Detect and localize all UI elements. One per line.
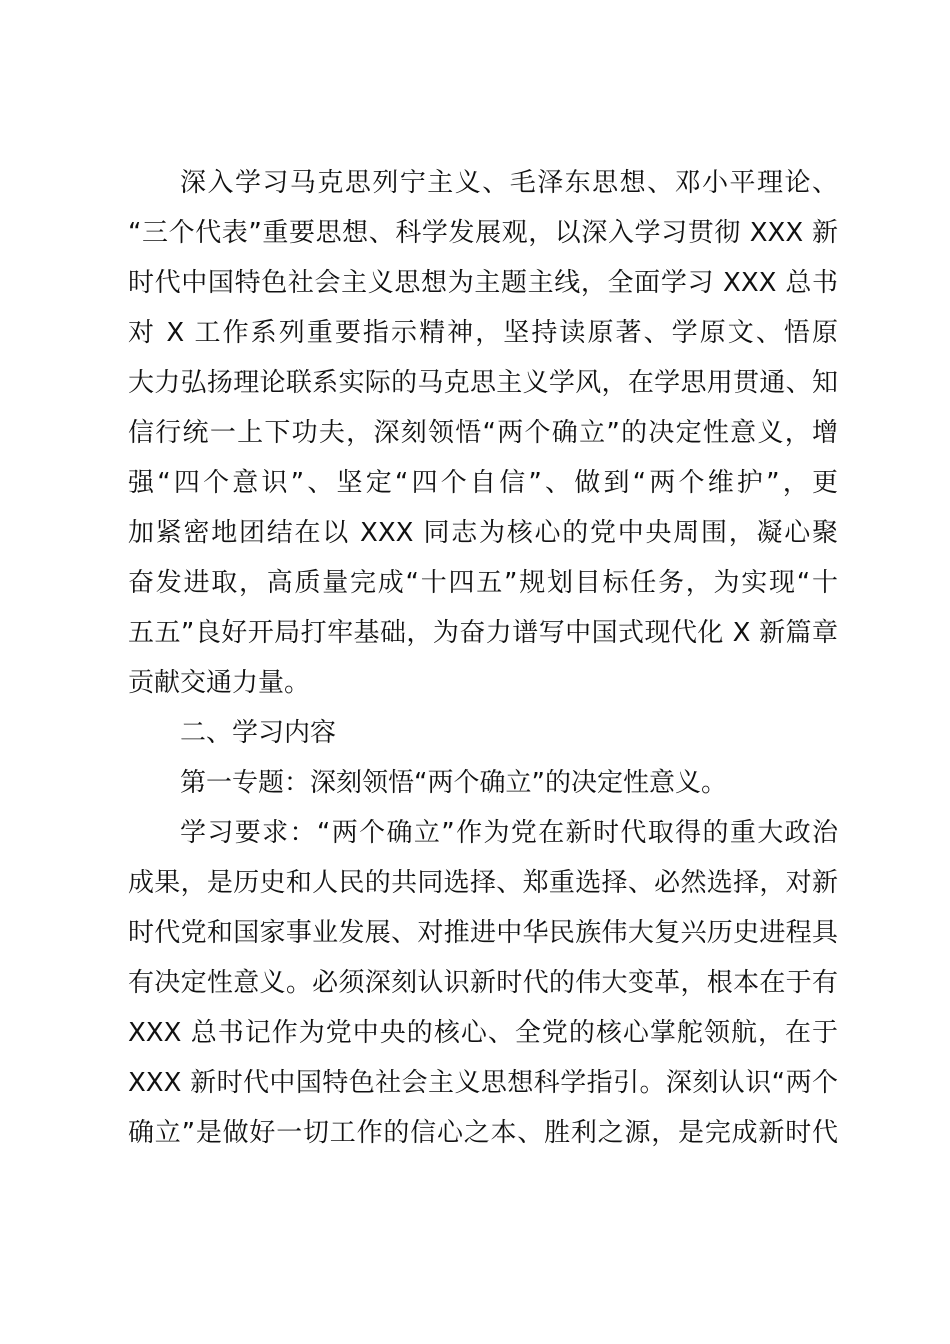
paragraph-2 xyxy=(128,808,838,1158)
paragraph-line: 贡献交通力量。 xyxy=(128,668,311,698)
paragraph-line: XXX 总书记作为党中央的核心、全党的核心掌舵领航，在于 xyxy=(128,1018,838,1048)
paragraph-line: 确立”是做好一切工作的信心之本、胜利之源，是完成新时代 xyxy=(128,1118,838,1148)
paragraph-line: 成果，是历史和人民的共同选择、郑重选择、必然选择，对新 xyxy=(128,868,838,898)
paragraph-line: 学习要求：“两个确立”作为党在新时代取得的重大政治 xyxy=(180,818,838,848)
paragraph-line: 时代党和国家事业发展、对推进中华民族伟大复兴历史进程具 xyxy=(128,918,838,948)
paragraph-line: 深入学习马克思列宁主义、毛泽东思想、邓小平理论、 xyxy=(180,168,838,198)
paragraph-line: 时代中国特色社会主义思想为主题主线，全面学习 XXX 总书 xyxy=(128,268,838,298)
paragraph-line: 加紧密地团结在以 XXX 同志为核心的党中央周围，凝心聚 xyxy=(128,518,838,548)
paragraph-line: “三个代表”重要思想、科学发展观，以深入学习贯彻 XXX 新 xyxy=(128,218,838,248)
paragraph-1 xyxy=(128,158,838,708)
paragraph-line: XXX 新时代中国特色社会主义思想科学指引。深刻认识“两个 xyxy=(128,1068,838,1098)
paragraph-line: 奋发进取，高质量完成“十四五”规划目标任务，为实现“十 xyxy=(128,568,838,598)
paragraph-line: 强“四个意识”、坚定“四个自信”、做到“两个维护”，更 xyxy=(128,468,838,498)
paragraph-line: 信行统一上下功夫，深刻领悟“两个确立”的决定性意义，增 xyxy=(128,418,838,448)
paragraph-line: 有决定性意义。必须深刻认识新时代的伟大变革，根本在于有 xyxy=(128,968,838,998)
paragraph-line: 对 X 工作系列重要指示精神，坚持读原著、学原文、悟原 xyxy=(128,318,838,348)
paragraph-line: 大力弘扬理论联系实际的马克思主义学风，在学思用贯通、知 xyxy=(128,368,838,398)
paragraph-line: 五五”良好开局打牢基础，为奋力谱写中国式现代化 X 新篇章 xyxy=(128,618,838,648)
document-body xyxy=(128,158,838,1158)
topic-title: 第一专题：深刻领悟“两个确立”的决定性意义。 xyxy=(180,768,727,798)
section-heading: 二、学习内容 xyxy=(180,718,337,748)
